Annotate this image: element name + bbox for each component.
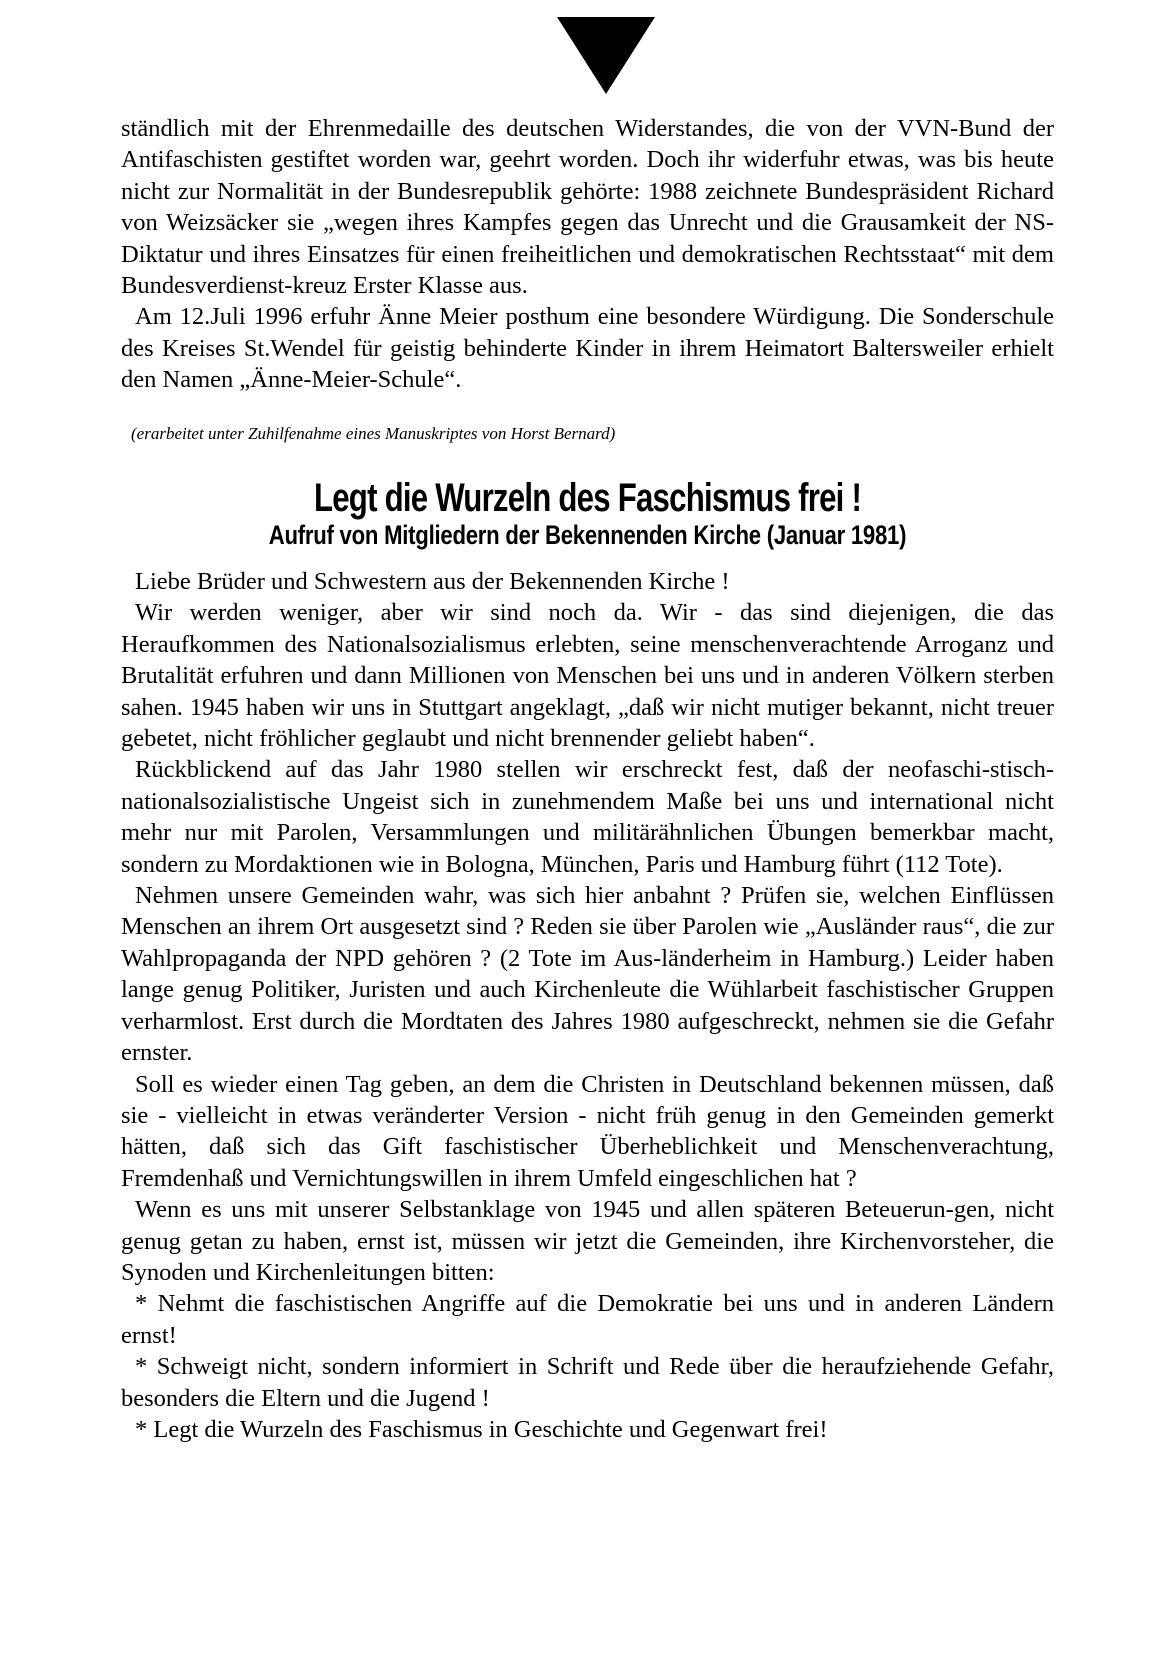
- article-subtitle: Aufruf von Mitgliedern der Bekennenden Kirche (Januar 1981): [268, 520, 907, 550]
- article-title: Legt die Wurzeln des Faschismus frei !: [313, 476, 862, 520]
- article-body: [121, 566, 1054, 1445]
- article-header: [121, 476, 1054, 550]
- source-credit: (erarbeitet unter Zuhilfenahme eines Manuskriptes von Horst Bernard): [131, 424, 616, 443]
- section-continuation: [121, 113, 1054, 396]
- paragraph: ständlich mit der Ehrenmedaille des deutschen Widerstandes, die von der VVN-Bund der Antifaschisten gestiftet worden war, geehrt worden. Doch ihr widerfuhr etwas, was bis heute nicht zur Normalität in der Bundesrepublik gehörte: 1988 zeichnete Bundespräsident Richard von Weizsäcker sie „wegen ihres Kampfes gegen das Unrecht und die Grausamkeit der NS-Diktatur und ihres Einsatzes für einen freiheitlichen und demokratischen Rechtsstaat“ mit dem Bundesverdienst-kreuz Erster Klasse aus.: [121, 115, 1054, 300]
- paragraph: Wenn es uns mit unserer Selbstanklage von 1945 und allen späteren Beteuerun-gen, nicht genug getan zu haben, ernst ist, müssen wir jetzt die Gemeinden, ihre Kirchenvorsteher, die Synoden und Kirchenleitungen bitten:: [121, 1196, 1054, 1286]
- salutation: Liebe Brüder und Schwestern aus der Bekennenden Kirche !: [135, 568, 730, 595]
- paragraph: Soll es wieder einen Tag geben, an dem die Christen in Deutschland bekennen müssen, daß sie - vielleicht in etwas veränderter Version - nicht früh genug in den Gemeinden gemerkt hätten, daß sich das Gift faschistischer Überheblichkeit und Menschenverachtung, Fremdenhaß und Vernichtungswillen in ihrem Umfeld eingeschlichen hat ?: [121, 1070, 1054, 1192]
- paragraph: Nehmen unsere Gemeinden wahr, was sich hier anbahnt ? Prüfen sie, welchen Einflüssen Menschen an ihrem Ort ausgesetzt sind ? Reden sie über Parolen wie „Ausländer raus“, die zur Wahlpropaganda der NPD gehören ? (2 Tote im Aus-länderheim in Hamburg.) Leider haben lange genug Politiker, Juristen und auch Kirchenleute die Wühlarbeit faschistischer Gruppen verharmlost. Erst durch die Mordtaten des Jahres 1980 aufgeschreckt, nehmen sie die Gefahr ernster.: [121, 882, 1054, 1067]
- demand-item: * Legt die Wurzeln des Faschismus in Geschichte und Gegenwart frei!: [135, 1415, 828, 1443]
- paragraph: Am 12.Juli 1996 erfuhr Änne Meier posthum eine besondere Würdigung. Die Sonderschule des Kreises St.Wendel für geistig behinderte Kinder in ihrem Heimatort Baltersweiler erhielt den Namen „Änne-Meier-Schule“.: [121, 303, 1054, 394]
- triangle-marker-icon: [557, 17, 655, 94]
- paragraph: Rückblickend auf das Jahr 1980 stellen wir erschreckt fest, daß der neofaschi-stisch-nationalsozialistische Ungeist sich in zunehmendem Maße bei uns und international nicht mehr nur mit Parolen, Versammlungen und militärähnlichen Übungen bemerkbar macht, sondern zu Mordaktionen wie in Bologna, München, Paris und Hamburg führt (112 Tote).: [121, 756, 1054, 878]
- demand-item: * Nehmt die faschistischen Angriffe auf die Demokratie bei uns und in anderen Ländern ernst!: [121, 1290, 1054, 1349]
- demand-item: * Schweigt nicht, sondern informiert in Schrift und Rede über die heraufziehende Gefahr, besonders die Eltern und die Jugend !: [121, 1353, 1054, 1412]
- paragraph: Wir werden weniger, aber wir sind noch da. Wir - das sind diejenigen, die das Heraufkommen des Nationalsozialismus erlebten, seine menschenverachtende Arroganz und Brutalität erfuhren und dann Millionen von Menschen bei uns und in anderen Völkern sterben sahen. 1945 haben wir uns in Stuttgart angeklagt, „daß wir nicht mutiger bekannt, nicht treuer gebetet, nicht fröhlicher geglaubt und nicht brennender geliebt haben“.: [121, 599, 1054, 753]
